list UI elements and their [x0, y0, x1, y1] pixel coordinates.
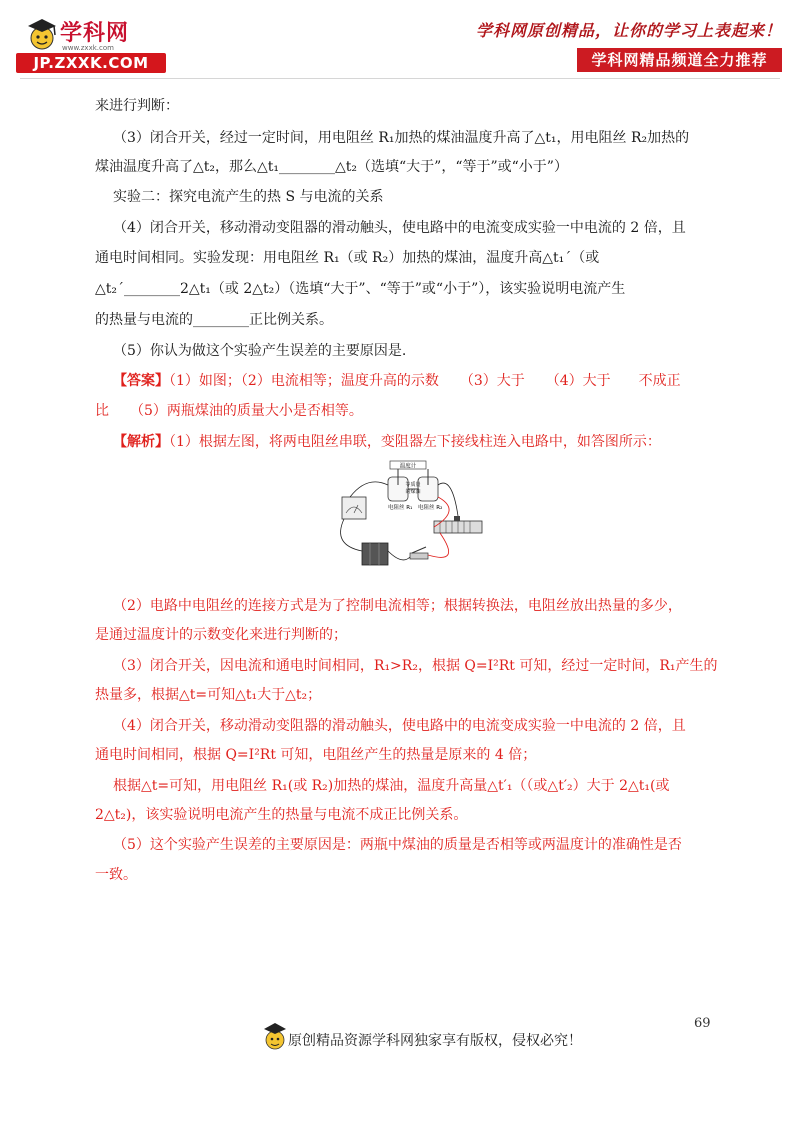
footer-copyright: [262, 1020, 592, 1058]
resistor-r1-label: 电阻丝 R₁: [388, 505, 413, 511]
analysis-tag: 【解析】: [113, 434, 169, 450]
paragraph-line: 通电时间相同。实验发现：用电阻丝 R₁（或 R₂）加热的煤油，温度升高△t₁ˊ（或: [95, 250, 600, 266]
analysis-line: （2）电路中电阻丝的连接方式是为了控制电流相等；根据转换法，电阻丝放出热量的多少，: [113, 598, 682, 614]
analysis-text: （1）根据左图，将两电阻丝串联，变阻器左下接线柱连入电路中，如答图所示：: [169, 434, 661, 450]
answer-line: [113, 372, 728, 390]
answer-line: 比 （5）两瓶煤油的质量大小是否相等。: [95, 403, 363, 419]
analysis-line: （5）这个实验产生误差的主要原因是：两瓶中煤油的质量是否相等或两温度计的准确性是否: [113, 837, 682, 853]
analysis-line: （4）闭合开关，移动滑动变阻器的滑动触头，使电路中的电流变成实验一中电流的 2 倍，且: [113, 718, 686, 734]
paragraph-line: 的热量与电流的________正比例关系。: [95, 312, 333, 328]
footer-text: 原创精品资源学科网独家享有版权，侵权必究！: [288, 1033, 582, 1049]
paragraph-line: （3）闭合开关，经过一定时间，用电阻丝 R₁加热的煤油温度升高了△t₁，用电阻丝 R₂加热的: [113, 130, 690, 146]
switch-icon: [410, 553, 428, 559]
paragraph-line: 来进行判断：: [95, 98, 179, 114]
paragraph-line: △t₂ˊ________2△t₁（或 2△t₂）（选填“大于”、“等于”或“小于”），该实验说明电流产生: [95, 281, 626, 297]
bottle-label: 等质量: [405, 482, 421, 488]
paragraph-line: （5）你认为做这个实验产生误差的主要原因是.: [113, 343, 407, 359]
resistor-r2-label: 电阻丝 R₂: [418, 505, 443, 511]
battery-icon: [362, 543, 388, 565]
analysis-line: 根据△t=可知，用电阻丝 R₁(或 R₂)加热的煤油，温度升高量△t′₁（（或△t′₂）大于 2△t₁(或: [113, 778, 670, 794]
bottle-label: 的煤油: [405, 489, 421, 495]
logo-domain: www.zxxk.com: [62, 44, 114, 52]
header-banner: 学科网精品频道全力推荐: [577, 48, 782, 72]
header-divider: [20, 78, 780, 79]
thermometer-label: 温度计: [399, 463, 417, 470]
analysis-line: 2△t₂)，该实验说明电流产生的热量与电流不成正比例关系。: [95, 807, 468, 823]
paragraph-line: （4）闭合开关，移动滑动变阻器的滑动触头，使电路中的电流变成实验一中电流的 2 倍，且: [113, 220, 686, 236]
header-slogan: 学科网原创精品，让你的学习上表起来！: [475, 21, 782, 40]
analysis-line: [113, 433, 728, 451]
answer-tag: 【答案】: [113, 373, 169, 389]
page-number: 69: [694, 1016, 711, 1031]
mascot-icon: [262, 1020, 288, 1056]
answer-text: （1）如图；（2）电流相等；温度升高的示数 （3）大于 （4）大于 不成正: [169, 373, 681, 389]
analysis-line: 是通过温度计的示数变化来进行判断的；: [95, 627, 347, 643]
analysis-line: 一致。: [95, 867, 137, 883]
ammeter-icon: [342, 497, 366, 519]
mascot-icon: [24, 16, 60, 52]
paragraph-line: 实验二：探究电流产生的热 S 与电流的关系: [113, 189, 384, 205]
analysis-line: 热量多，根据△t=可知△t₁大于△t₂；: [95, 687, 322, 703]
analysis-line: 通电时间相同，根据 Q=I²Rt 可知，电阻丝产生的热量是原来的 4 倍；: [95, 747, 537, 763]
logo-name: 学科网: [60, 21, 130, 46]
circuit-diagram: [322, 455, 492, 580]
logo-url-badge[interactable]: JP.ZXXK.COM: [16, 53, 166, 73]
site-logo[interactable]: [14, 16, 164, 74]
analysis-line: （3）闭合开关，因电流和通电时间相同，R₁>R₂，根据 Q=I²Rt 可知，经过一定时间，R₁产生的: [113, 658, 718, 674]
paragraph-line: 煤油温度升高了△t₂，那么△t₁________△t₂（选填“大于”，“等于”或“小于”）: [95, 159, 568, 175]
